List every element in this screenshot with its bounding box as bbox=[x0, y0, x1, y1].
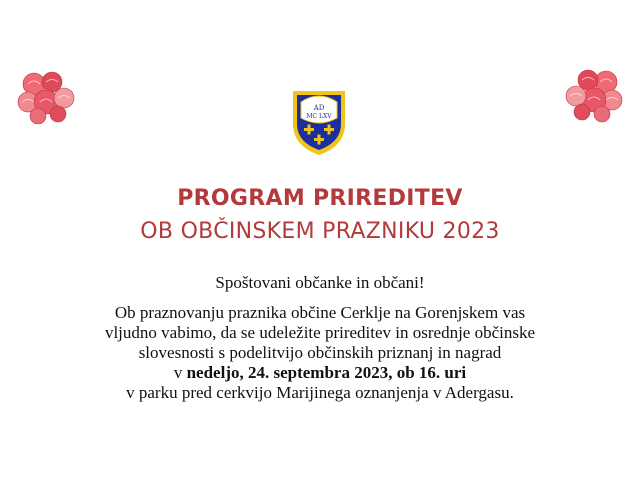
program-title: PROGRAM PRIREDITEV bbox=[177, 186, 463, 211]
body-line-4-prefix: v bbox=[173, 363, 187, 382]
event-date-time: nedeljo, 24. septembra 2023, ob 16. uri bbox=[186, 363, 467, 382]
program-subtitle: OB OBČINSKEM PRAZNIKU 2023 bbox=[140, 219, 500, 244]
greeting: Spoštovani občanke in občani! bbox=[215, 273, 425, 292]
municipality-crest-icon bbox=[290, 88, 348, 158]
body-line-1: Ob praznovanju praznika občine Cerklje na Gorenjskem vas bbox=[114, 303, 526, 322]
svg-text:MC LXV: MC LXV bbox=[306, 113, 332, 120]
body-line-2: vljudno vabimo, da se udeležite prireditev in osrednje občinske bbox=[104, 323, 536, 342]
carnation-bouquet-icon-right bbox=[562, 66, 626, 124]
carnation-bouquet-icon-left bbox=[14, 68, 78, 126]
body-line-5: v parku pred cerkvijo Marijinega oznanjenja v Adergasu. bbox=[126, 383, 514, 402]
invitation-text bbox=[60, 303, 580, 403]
body-line-3: slovesnosti s podelitvijo občinskih priznanj in nagrad bbox=[138, 343, 502, 362]
body-line-4 bbox=[60, 363, 580, 383]
svg-text:AD: AD bbox=[313, 104, 325, 112]
